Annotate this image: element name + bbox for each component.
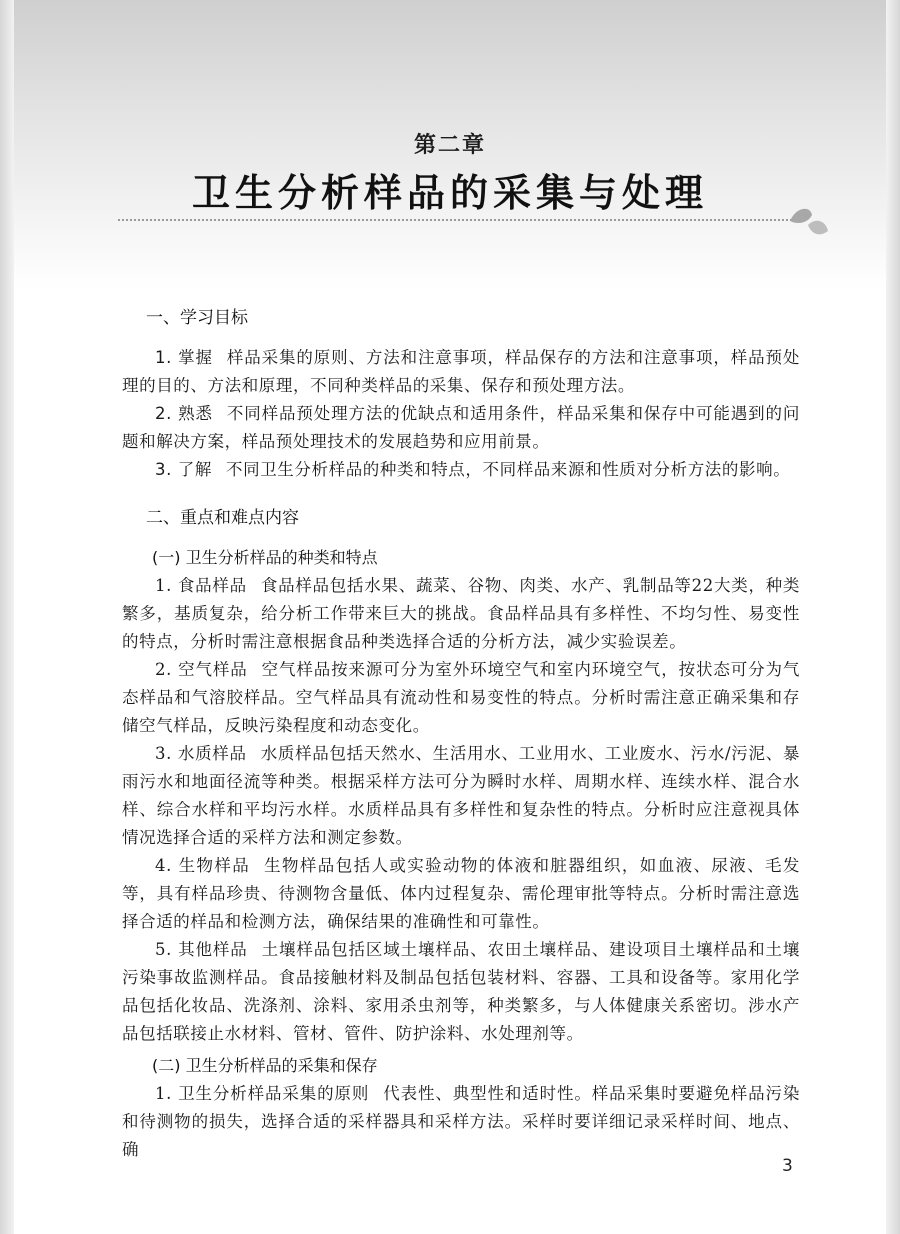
sample-type-item — [122, 656, 800, 740]
objective-term: 1. 掌握 — [155, 348, 213, 367]
sample-type-text: 水质样品包括天然水、生活用水、工业用水、工业废水、污水/污泥、暴雨污水和地面径流等种类。根据采样方法可分为瞬时水样、周期水样、连续水样、混合水样、综合水样和平均污水样。水质样品具有多样性和复杂性的特点。分析时应注意视具体情况选择合适的采样方法和测定参数。 — [122, 744, 801, 847]
collection-item — [122, 1080, 800, 1164]
subsection-heading-collection: (二) 卫生分析样品的采集和保存 — [152, 1056, 378, 1075]
sample-type-item — [122, 740, 800, 852]
collection-text: 代表性、典型性和适时性。样品采集时要避免样品污染和待测物的损失，选择合适的采样器具和采样方法。采样时要详细记录采样时间、地点、确 — [122, 1084, 800, 1159]
sample-type-text: 土壤样品包括区域土壤样品、农田土壤样品、建设项目土壤样品和土壤污染事故监测样品。食品接触材料及制品包括包装材料、容器、工具和设备等。家用化学品包括化妆品、洗涤剂、涂料、家用杀虫剂等，种类繁多，与人体健康关系密切。涉水产品包括联接止水材料、管材、管件、防护涂料、水处理剂等。 — [122, 940, 800, 1043]
section-heading-objectives: 一、学习目标 — [146, 308, 248, 328]
sample-type-lead: 4. 生物样品 — [155, 856, 251, 875]
objective-item — [122, 456, 800, 484]
sample-type-lead: 2. 空气样品 — [155, 660, 248, 679]
objective-term: 3. 了解 — [155, 460, 212, 479]
title-divider — [118, 219, 800, 221]
objective-item — [122, 400, 800, 456]
sample-type-lead: 3. 水质样品 — [155, 744, 247, 763]
sample-type-item — [122, 572, 800, 656]
section-heading-key-points: 二、重点和难点内容 — [146, 508, 299, 528]
objective-text: 不同卫生分析样品的种类和特点，不同样品来源和性质对分析方法的影响。 — [226, 460, 791, 479]
objective-term: 2. 熟悉 — [155, 404, 213, 423]
objective-item — [122, 344, 800, 400]
sample-type-lead: 5. 其他样品 — [155, 940, 248, 959]
chapter-label: 第二章 — [413, 133, 486, 158]
sample-type-text: 食品样品包括水果、蔬菜、谷物、肉类、水产、乳制品等22大类，种类繁多，基质复杂，给分析工作带来巨大的挑战。食品样品具有多样性、不均匀性、易变性的特点，分析时需注意根据食品种类选择合适的分析方法，减少实验误差。 — [122, 576, 801, 651]
objective-text: 样品采集的原则、方法和注意事项，样品保存的方法和注意事项，样品预处理的目的、方法和原理，不同种类样品的采集、保存和预处理方法。 — [122, 348, 800, 395]
page-number: 3 — [782, 1156, 793, 1176]
sample-type-item — [122, 936, 800, 1048]
sample-type-item — [122, 852, 800, 936]
leaf-icon — [786, 201, 830, 241]
sample-type-text: 生物样品包括人或实验动物的体液和脏器组织，如血液、尿液、毛发等，具有样品珍贵、待测物含量低、体内过程复杂、需伦理审批等特点。分析时需注意选择合适的样品和检测方法，确保结果的准确性和可靠性。 — [122, 856, 801, 931]
subsection-heading-types: (一) 卫生分析样品的种类和特点 — [152, 548, 378, 567]
page-body — [122, 304, 800, 1164]
chapter-title: 卫生分析样品的采集与处理 — [191, 171, 708, 215]
collection-lead: 1. 卫生分析样品采集的原则 — [155, 1084, 370, 1103]
sample-type-text: 空气样品按来源可分为室外环境空气和室内环境空气，按状态可分为气态样品和气溶胶样品。空气样品具有流动性和易变性的特点。分析时需注意正确采集和存储空气样品，反映污染程度和动态变化。 — [122, 660, 800, 735]
sample-type-lead: 1. 食品样品 — [155, 576, 247, 595]
objective-text: 不同样品预处理方法的优缺点和适用条件，样品采集和保存中可能遇到的问题和解决方案，样品预处理技术的发展趋势和应用前景。 — [122, 404, 800, 451]
